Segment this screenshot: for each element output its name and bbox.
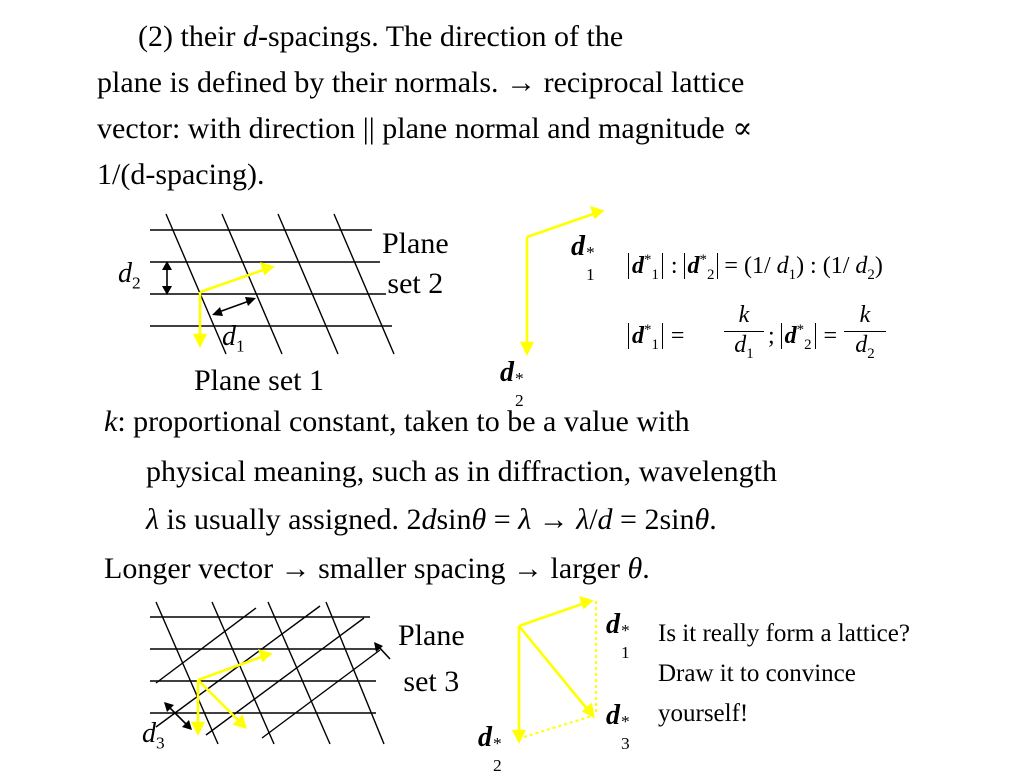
k-line-1: k: proportional constant, taken to be a value with: [104, 405, 690, 438]
proportional-symbol: ∝: [732, 112, 753, 145]
intro-text: reciprocal lattice: [536, 66, 745, 99]
question-text: Is it really form a lattice? Draw it to convince yourself!: [658, 620, 910, 727]
intro-text: plane normal and magnitude: [374, 112, 733, 145]
d2-label: $d_2$: [118, 258, 141, 293]
d1-star-label: d * 1: [571, 231, 595, 284]
intro-text: (2) their: [138, 20, 243, 53]
d2-star-label: d * 2: [500, 357, 524, 410]
d1-star-label-3: d * 1: [606, 609, 630, 662]
right-arrow-symbol: →: [506, 66, 537, 99]
plane-set-3-label: Plane set 3: [398, 619, 465, 698]
d2-star-label-3: d * 2: [478, 722, 502, 775]
d1-star-vector: [519, 603, 585, 626]
d1-label: $d_1$: [222, 321, 245, 356]
d3-star-vector: [519, 626, 588, 710]
d3-label: $d_3$: [142, 718, 165, 753]
intro-text: plane is defined by their normals.: [97, 66, 507, 99]
plane-set-1-label: Plane set 1: [194, 364, 324, 397]
d3-star-label: d * 3: [606, 700, 630, 753]
intro-text: vector: with direction: [97, 112, 363, 145]
fraction-k-d1: k $d_1$: [724, 302, 764, 363]
d-symbol: d: [242, 20, 258, 53]
fraction-k-d2: k $d_2$: [844, 302, 886, 363]
intro-text: -spacings. The direction of the: [257, 20, 624, 53]
plane-set-2-label: Plane set 2: [382, 227, 449, 300]
right-arrow-symbol: →: [280, 552, 311, 585]
intro-text: 1/(d-spacing).: [97, 158, 265, 191]
equation-ratio: $d^*_1$ : $d^*_2 = (1/$ $d_1$) : (1/ $d_2$): [628, 252, 883, 284]
longer-vector-line: Longer vector → smaller spacing → larger θ.: [104, 552, 650, 585]
k-line-2: physical meaning, such as in diffraction, wavelength: [146, 455, 777, 488]
abs-bar: $d^*_1$: [628, 253, 662, 279]
right-arrow-symbol: →: [513, 552, 544, 585]
k-line-3: λ is usually assigned. 2dsinθ = λ → λ/d = 2sinθ.: [146, 503, 717, 536]
parallel-symbol: ||: [362, 112, 375, 145]
